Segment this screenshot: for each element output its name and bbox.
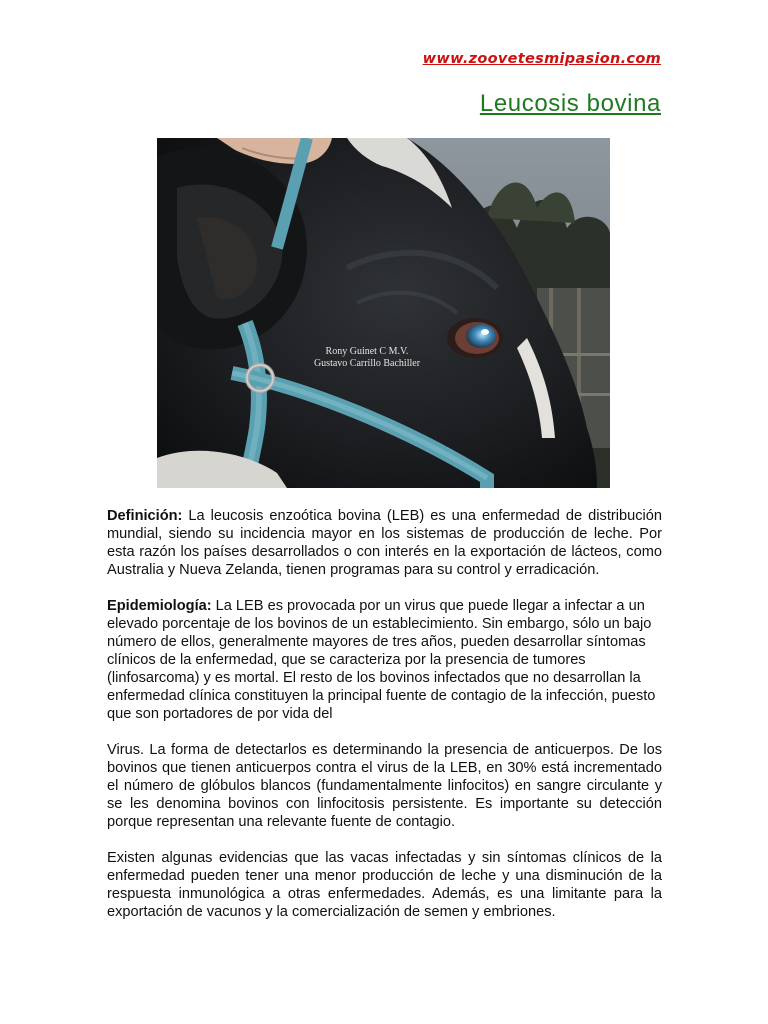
definition-heading: Definición: (107, 508, 183, 524)
website-link[interactable]: www.zoovetesmipasion.com (422, 51, 661, 67)
definition-text: La leucosis enzoótica bovina (LEB) es una enfermedad de distribución mundial, siendo su incidencia mayor en los sistemas de producción de leche. Por esta razón los países desarrollados o con interés en la exportación de lácteos, como Australia y Nueva Zelanda, tienen programas para su control y erradicación. (107, 508, 662, 578)
epidemiology-paragraph (107, 597, 662, 723)
epidemiology-text: La LEB es provocada por un virus que puede llegar a infectar a un elevado porcentaje de los bovinos de un establecimiento. Sin embargo, sólo un bajo número de ellos, generalmente mayores de tres años, pueden desarrollar síntomas clínicos de la enfermedad, que se caracteriza por la presencia de tumores (linfosarcoma) y es mortal. El resto de los bovinos infectados que no desarrollan la enfermedad clínica constituyen la principal fuente de contagio de la infección, puesto que son portadores de por vida del (107, 598, 656, 722)
article-body (107, 507, 662, 939)
cow-photo (157, 138, 610, 488)
page-title: Leucosis bovina (479, 90, 661, 117)
photo-credit (297, 346, 437, 370)
photo-credit-line-1: Rony Guinet C M.V. (325, 346, 409, 357)
definition-paragraph (107, 507, 662, 579)
cow-head-illustration (157, 138, 610, 488)
photo-credit-line-2: Gustavo Carrillo Bachiller (313, 358, 421, 369)
epidemiology-heading: Epidemiología: (107, 598, 212, 614)
evidence-paragraph: Existen algunas evidencias que las vacas infectadas y sin síntomas clínicos de la enfermedad pueden tener una menor producción de leche y una disminución de la respuesta inmunológica a otras enfermedades. Además, es una limitante para la exportación de vacunos y la comercialización de semen y embriones. (107, 850, 662, 920)
virus-paragraph: Virus. La forma de detectarlos es determinando la presencia de anticuerpos. De los bovinos que tienen anticuerpos contra el virus de la LEB, en 30% está incrementado el número de glóbulos blancos (fundamentalmente linfocitos) en sangre circulante y se les denomina bovinos con linfocitosis persistente. Es importante su detección porque representan una relevante fuente de contagio. (107, 742, 662, 830)
